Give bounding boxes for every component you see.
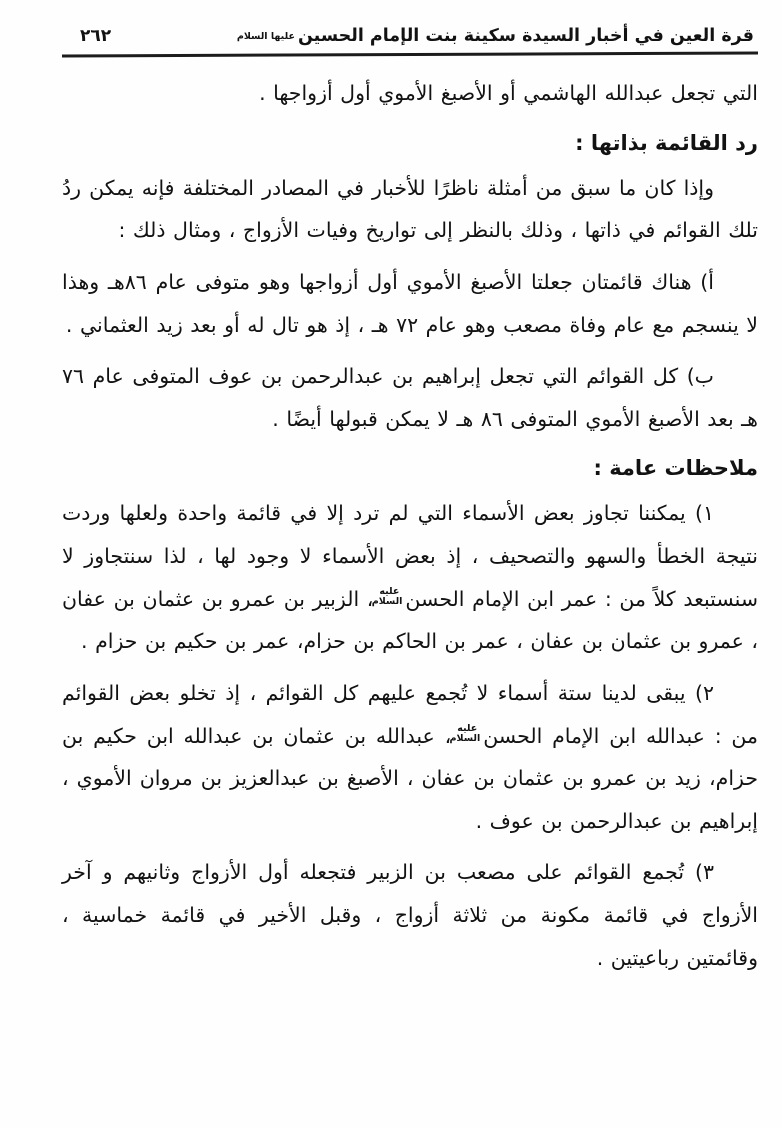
running-head-title-text: قرة العين في أخبار السيدة سكينة بنت الإمام الحسين: [297, 26, 754, 46]
section-heading-general-notes: ملاحظات عامة :: [593, 456, 758, 481]
section-heading-refute-list: رد القائمة بذاتها :: [575, 130, 758, 155]
honorific-mark: عليها السلام: [236, 31, 295, 42]
page-header: [62, 24, 758, 46]
paragraph-continuation: التي تجعل عبدالله الهاشمي أو الأصبغ الأموي أول أزواجها .: [259, 81, 758, 105]
paragraph-note-1: [62, 492, 758, 663]
paragraph-note-2: [62, 672, 758, 843]
paragraph-item-b: ب) كل القوائم التي تجعل إبراهيم بن عبدالرحمن بن عوف المتوفى عام ٧٦ هـ بعد الأصبغ الأموي المتوفى ٨٦ هـ لا يمكن قبولها أيضًا .: [62, 364, 758, 431]
paragraph-item-a: أ) هناك قائمتان جعلتا الأصبغ الأموي أول أزواجها وهو متوفى عام ٨٦هـ وهذا لا ينسجم مع عام وفاة مصعب وهو عام ٧٢ هـ ، إذ هو تال له أو بعد زيد العثماني .: [62, 269, 758, 337]
paragraph-note-1-text-b: ، الزبير بن عمرو بن عثمان بن عفان ، عمرو بن عثمان بن عفان ، عمر بن الحاكم بن حزام، عمر بن حكيم بن حزام .: [62, 586, 758, 654]
honorific-mark: عليه السلام: [449, 723, 481, 744]
page-number: ٢٦٢: [80, 26, 112, 46]
page-body: [62, 56, 758, 979]
running-head-title: [236, 26, 754, 46]
paragraph-note-2-text-b: ، عبدالله بن عثمان بن عبدالله ابن حكيم بن حزام، زيد بن عمرو بن عثمان بن عفان ، الأصبغ بن عبدالعزيز بن مروان الأموي ، إبراهيم بن عبدالرحمن بن عوف .: [62, 723, 758, 833]
honorific-mark: عليه السلام: [371, 586, 403, 607]
paragraph-note-3: ٣) تُجمع القوائم على مصعب بن الزبير فتجعله أول الأزواج وثانيهم و آخر الأزواج في قائمة مكونة من ثلاثة أزواج ، وقبل الأخير في قائمة خماسية ، وقائمتين رباعيتين .: [62, 860, 758, 970]
paragraph-note-2-text-a: ٢) يبقى لدينا ستة أسماء لا تُجمع عليهم كل القوائم ، إذ تخلو بعض القوائم من : عبدالله ابن الإمام الحسن: [62, 680, 759, 748]
paragraph-refute-intro: وإذا كان ما سبق من أمثلة ناظرًا للأخبار في المصادر المختلفة فإنه يمكن ردُ تلك القوائم في ذاتها ، وذلك بالنظر إلى تواريخ وفيات الأزواج ، ومثال ذلك :: [62, 175, 758, 243]
paragraph-note-1-text-a: ١) يمكننا تجاوز بعض الأسماء التي لم ترد إلا في قائمة واحدة ولعلها وردت نتيجة الخطأ والسهو والتصحيف ، إذ بعض الأسماء لا وجود لها ، لذا سنتجاوز لا سنستبعد كلاً من : عمر ابن الإمام الحسن: [62, 501, 758, 611]
